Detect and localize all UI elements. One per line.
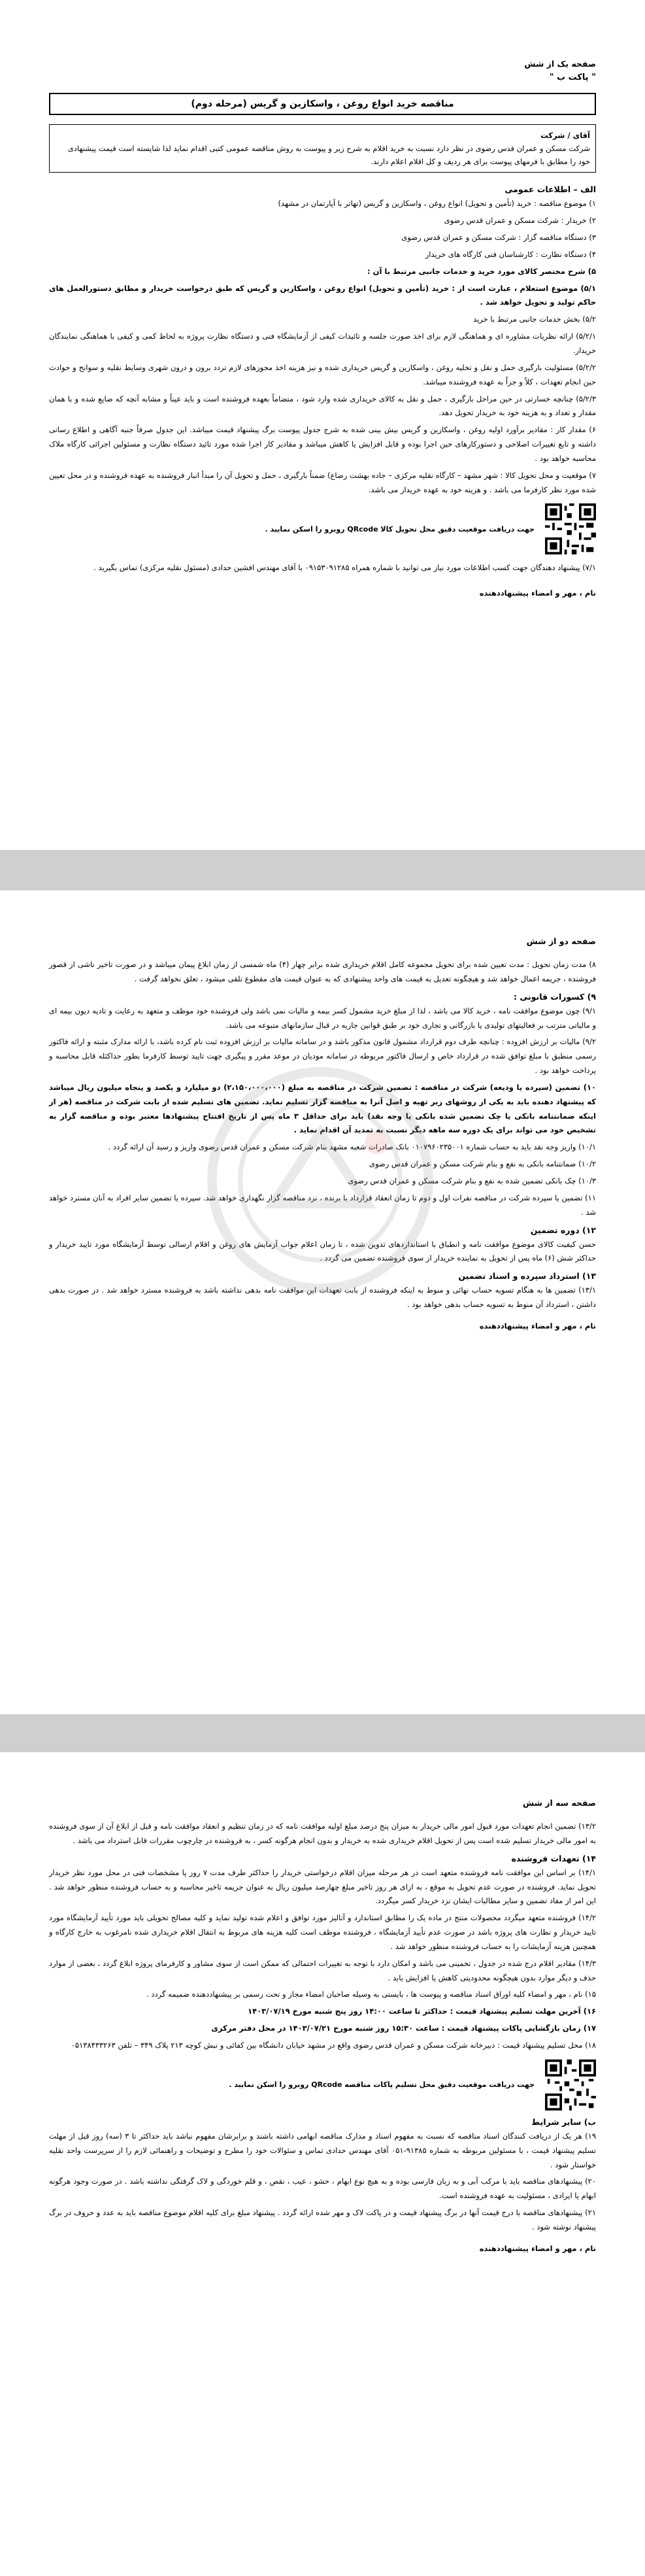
- qr-code-icon[interactable]: [545, 503, 596, 554]
- qr-block: [49, 2059, 596, 2110]
- clause: ۱۴/۳) مقادیر اقلام درج شده در جدول ، تخمینی می باشد و امکان دارد با توجه به تغییرات احتمالی که ممکن است از سوی مشاور و کارفرمای پروژه ابلاغ گردد ، بعضی از موارد حذف و دیگر موارد بدون هیچگونه محدودیتی کاهش یا افزایش یابد .: [49, 1958, 596, 1982]
- section-heading: ب) سایر شرایط: [531, 2116, 596, 2127]
- signature-line: نام ، مهر و امضاء پیشنهاددهنده: [479, 2243, 596, 2253]
- page-title: صفحه یک از شش: [524, 59, 596, 69]
- clause: ۵/۱) موضوع استعلام ، عبارت است از : خرید (تأمین و تحویل) انواع روغن ، واسکازین و گریس که طبق درخواست خریدار و مطابق دستورالعمل های حاکم تولید و تحویل خواهد شد .: [49, 283, 596, 307]
- signature-line: نام ، مهر و امضاء پیشنهاددهنده: [479, 1321, 596, 1330]
- clause: ۱۷) زمان بازگشایی پاکات پیشنهاد قیمت : ساعت ۱۵:۳۰ روز شنبه مورخ ۱۴۰۳/۰۷/۲۱ در محل دفتر مرکزی: [211, 2024, 596, 2033]
- qr-code-icon[interactable]: [545, 2059, 596, 2110]
- intro-label: آقای / شرکت: [540, 131, 590, 140]
- section-heading: ۱۲) دوره تضمین: [530, 1225, 596, 1235]
- clause: ۱۰/۱) واریز وجه نقد باید به حساب شماره ۰۱۰۷۹۶۰۲۳۵۰۰۱ بانک صادرات شعبه مشهد بنام شرکت مسکن و عمران قدس رضوی واریز و رسید آن ارائه گردد .: [108, 1142, 596, 1152]
- clause: ۴) دستگاه نظارت : کارشناسان فنی کارگاه های خریدار: [425, 249, 596, 259]
- intro-text: شرکت مسکن و عمران قدس رضوی در نظر دارد نسبت به خرید اقلام به شرح زیر و پیوست به روش مناقصه عمومی کتبی اقدام نماید لذا شایسته است قیمت پیشنهادی خود را مطابق با فرمهای پیوست برای هر ردیف و کل اقلام اعلام دارند.: [67, 144, 590, 167]
- clause: ۱۴/۱) بر اساس این موافقت نامه فروشنده متعهد است در هر مرحله میزان اقلام درخواستی خریدار را حداکثر طرف مدت ۷ روز پا مشخصات فنی در محل مورد نظر خریدار تحویل نماید. فروشنده در صورت عدم تحویل به موقع ، به ازای هر روز تاخیر مبلغ چهارصد میلیون ریال به عنوان جریمه تاخیر محاسبه و به حساب فروشنده منظور خواهد شد . این امر از مفاد تضمین و سایر مطالبات ایشان نزد خریدار کسر میگردد.: [49, 1867, 596, 1906]
- clause: ۳) دستگاه مناقصه گزار : شرکت مسکن و عمران قدس رضوی: [401, 233, 596, 243]
- section-heading: الف – اطلاعات عمومی: [504, 184, 596, 195]
- section-heading: ۹) کسورات قانونی :: [513, 991, 596, 1002]
- watermark-logo-icon: [203, 1062, 438, 1298]
- clause: ۹/۲) مالیات بر ارزش افزوده : چنانچه طرف دوم قرارداد مشمول قانون مذکور باشد و در سامانه مالیات بر ارزش افزوده ثبت نام کرده باشد، با ارائه مدارک مثبته و ارائه فاکتور رسمی منطبق با مبلغ توافق شده در قرارداد خاص و ارسال فاکتور مربوطه در سامانه مودیان در موعد مقرر و پیگیری جهت تایید توسط کارفرما بطور حداکثله قابل محاسبه و پرداخت خواهد بود .: [49, 1037, 596, 1076]
- clause: حسن کیفیت کالای موضوع موافقت نامه و انطباق با استانداردهای تدوین شده ، تا زمان اعلام جواب آزمایش های روغن و اقلام ارسالی توسط آزمایشگاه مورد تایید خریدار و حداکثر شش (۶) ماه پس از تحویل به نماینده خریدار از سوی فروشنده تضمین می گردد .: [49, 1239, 596, 1263]
- clause: ۵/۲/۲) مسئولیت بارگیری حمل و نقل و تخلیه روغن ، واسکازین و گریس خریداری شده و نیز هزینه اخذ مجوزهای لازم تردد برون و درون شهری وسایط نقلیه و سوانح و حوادث حین انجام تعهدات ، کلاً و جزاً به عهده فروشنده میباشد.: [49, 362, 596, 386]
- clause: ۵/۲) بخش خدمات جانبی مرتبط با خرید: [473, 314, 596, 324]
- clause: ۲۱) پیشنهادهای مناقصه با درج قیمت آنها در برگ پیشنهاد قیمت و در پاکت لاک و مهر شده ارائه گردد . پیشنهاد مبلغ برای کلیه اقلام موضوع مناقصه باید به عدد و حروف در برگ پیشنهاد نوشته شود .: [49, 2208, 596, 2231]
- clause: ۹/۱) چون موضوع موافقت نامه ، خرید کالا می باشد ، لذا از مبلغ خرید مشمول کسر بیمه و مالیات نمی باشد ولی فروشنده خود موظف و متعهد به رعایت و تادیه دیون بیمه ای و مالیاتی مترتب بر فعالیتهای تولیدی یا بازرگانی و تجاری خود بر طبق قوانین جاریه در قبال سازمانهای متبوعه می باشد.: [49, 1006, 596, 1030]
- clause: ۵/۲/۱) ارائه نظریات مشاوره ای و هماهنگی لازم برای اخذ صورت جلسه و تائیدات کیفی از آزمایشگاه فنی و دستگاه نظارت پروژه به لحاظ کمی و کیفی با هماهنگی نمایندگان خریدار.: [49, 331, 596, 355]
- section-heading: ۱۳) استرداد سپرده و اسناد تضمین: [458, 1271, 596, 1281]
- clause: ۷/۱) پیشنهاد دهندگان جهت کسب اطلاعات مورد نیاز می توانید با شماره همراه ۰۹۱۵۳۰۹۱۲۸۵ با آقای مهندس افشین حدادی (مسئول نقلیه مرکزی) تماس بگیرید .: [93, 563, 596, 573]
- page-title: صفحه سه از شش: [522, 1798, 596, 1808]
- clause: ۱۳/۱) تضمین ها به هنگام تسویه حساب نهائی و منوط به اینکه فروشنده از بابت تعهدات این موافقت نامه بدهی نداشته باشد به فروشنده مسترد خواهد شد . در صورت بدهی داشتن ، استرداد آن منوط به تسویه حساب بدهی خواهد بود .: [49, 1285, 596, 1310]
- signature-line: نام ، مهر و امضاء پیشنهاددهنده: [479, 588, 596, 598]
- qr-block: [49, 503, 596, 554]
- package-label: " پاکت ب ": [549, 73, 596, 82]
- tender-title: مناقصه خرید انواع روغن ، واسکازین و گریس (مرحله دوم): [49, 93, 596, 115]
- page-separator: [0, 1714, 645, 1752]
- document-page-1: [0, 0, 645, 850]
- clause: ۱۸) محل تسلیم پیشنهاد قیمت : دبیرخانه شرکت مسکن و عمران قدس رضوی واقع در مشهد خیابان دانشگاه بین کفائی و نبش کوچه ۲۱۳ پلاک ۳۴۹ – تلفن ۰۵۱۳۸۴۳۳۲۶۳: [71, 2040, 596, 2050]
- clause: ۱) موضوع مناقصه : خرید (تأمین و تحویل) انواع روغن ، واسکازین و گریس (تهاتر با آپارتمان در مشهد): [278, 199, 596, 209]
- clause: ۷) موقعیت و محل تحویل کالا : شهر مشهد – کارگاه نقلیه مرکزی – جاده بهشت رضاع) ضمناً بارگیری ، حمل و تحویل آن را مبدأ انبار فروشنده به عهده فروشنده و در محل تعیین شده مورد نظر کارفرما می باشد . و هزینه خود به عهده خریدار می باشد.: [49, 470, 596, 494]
- qr-note: جهت دریافت موقعیت دقیق محل تسلیم پاکات مناقصه QRcode روبرو را اسکن نمایید .: [229, 2080, 535, 2090]
- clause: ۸) مدت زمان تحویل : مدت تعیین شده برای تحویل مجموعه کامل اقلام خریداری شده برابر چهار (۴) ماه شمسی از زمان ابلاغ پیمان میباشد و در صورت تاخیر ناشی از قصور فروشنده ، جریمه اعمال خواهد شد و هیچگونه تعدیل به قیمت های واحد پیشنهادی که به عنوان قیمت های مقطوع تلقی میشود ، تعلق نخواهد گرفت .: [49, 960, 596, 983]
- document-page-3: [0, 1752, 645, 2576]
- clause: ۱۴/۲) فروشنده متعهد میگردد محصولات منتج در ماده یک را مطابق استاندارد و آنالیز مورد توافق و اعلام شده تولید نماید و کلیه مصالح تحویلی باید مورد تأیید آزمایشگاه مورد تایید خریدار و نظارت های پروژه باشد در صورت عدم تأیید آزمایشگاه ، فروشنده موظف است کلیه هزینه های مربوط به انتقال اقلام خریداری شده نامرغوب به خارج کارگاه و همچنین هزینه آزمایشات را به حساب فروشنده منظور خواهد شد .: [49, 1913, 596, 1951]
- clause: ۲) خریدار : شرکت مسکن و عمران قدس رضوی: [444, 216, 596, 226]
- page-separator: [0, 850, 645, 890]
- clause: ۲۰) پیشنهادهای مناقصه باید با مرکب آبی و به زبان فارسی بوده و به هیچ نوع ابهام ، حشو ، عیب ، نقص ، و قلم خوردگی و لاک گرفتگی نداشته باشد . در صورت وجود هرگونه ابهام یا ایرادی ، مسئولیت به عهده فروشنده است.: [49, 2177, 596, 2201]
- clause: ۱۶) آخرین مهلت تسلیم پیشنهاد قیمت : حداکثر تا ساعت ۱۴:۰۰ روز پنج شنبه مورخ ۱۴۰۳/۰۷/۱۹: [248, 2007, 596, 2016]
- clause: ۱۰/۳) چک بانکی تضمین شده به نفع و بنام شرکت مسکن و عمران قدس رضوی: [348, 1176, 596, 1185]
- clause: ۱۹) هر یک از دریافت کنندگان اسناد مناقصه که نسبت به مفهوم اسناد و مدارک مناقصه ابهامی داشته باشند و برابرشان مفهوم نباشد باید حداکثر تا ۳ (سه) روز قبل از مهلت تسلیم پیشنهاد قیمت ، با مسئولین مربوطه به شماره ۹۱۳۸۵-۰۵۱ آقای مهندس حدادی تماس و سئوالات خود را مطرح و توضیحات و راهنمائی لازم را از سرپرست واحد نقلیه خواستار شود .: [49, 2131, 596, 2169]
- clause: ۱۳/۲) تضمین انجام تعهدات مورد قبول امور مالی خریدار به میزان پنج درصد مبلغ اولیه موافقت نامه که در زمان تنظیم و انعقاد موافقت نامه و قبل از ابلاغ آن از سوی فروشنده به امور مالی خریدار تسلیم شده است پس از تحویل اقلام خریداری شده به خریدار و بدون انجام هرگونه کسر ، به فروشنده در چارچوب مقررات قابل استرداد می باشد .: [49, 1822, 596, 1845]
- clause: ۵) شرح مختصر کالای مورد خرید و خدمات جانبی مرتبط با آن :: [367, 266, 596, 276]
- document-page-2: [0, 890, 645, 1714]
- clause: ۶) مقدار کار : مقادیر برآورد اولیه روغن ، واسکازین و گریس بیش بینی شده به شرح جدول پیوست برگ پیشنهاد قیمت میباشد. این جدول صرفاً جنبه آگاهی و اطلاع رسانی داشته و تابع تغییرات اصلاحی و دستورکارهای حین اجرا بوده و قابل افزایش یا کاهش میباشد و مقادیر کار اجرا شده مورد تائید دستگاه نظارت و مسئولین اجرائی کارگاه ملاک محاسبه خواهد بود .: [49, 425, 596, 463]
- clause: ۱۰/۲) ضمانتنامه بانکی به نفع و بنام شرکت مسکن و عمران قدس رضوی: [369, 1159, 596, 1169]
- clause: ۱۵) نام ، مهر و امضاء کلیه اوراق اسناد مناقصه و پیوست ها ، بایستی به وسیله صاحبان امضاء مجاز و تحت رسمی بر پیشنهاددهنده ضمیمه گردد .: [146, 1990, 596, 1999]
- clause: ۱۱) تضمین یا سپرده شرکت در مناقصه نفرات اول و دوم تا زمان انعقاد قرارداد با برنده ، نزد مناقصه گزار نگهداری خواهد شد. سپرده یا تضمین سایر افراد به آنان مسترد خواهد شد .: [49, 1193, 596, 1217]
- intro-box: [49, 124, 596, 173]
- clause: ۵/۲/۳) چنانچه خسارتی در حین مراحل بارگیری ، حمل و نقل به کالای خریداری شده وارد شود ، متضاماً بعهده فروشنده است و باید عیناً و مشابه آنچه که ضایع شده و با همان مقدار و تعداد و به هزینه خود به خریدار تحویل دهد.: [49, 394, 596, 418]
- qr-note: جهت دریافت موقعیت دقیق محل تحویل کالا QRcode روبرو را اسکن نمایید .: [265, 524, 535, 534]
- clause: ۱۰) تضمین (سپرده یا ودیعه) شرکت در مناقصه : تضمین شرکت در مناقصه به مبلغ (۲،۱۵۰،۰۰۰،۰۰۰) دو میلیارد و یکصد و پنجاه میلیون ریال میباشد که پیشنهاد دهنده باید به یکی از روشهای زیر تهیه و اصل آنرا به مناقصه گزار تسلیم نماید. تضمین های تسلیم شده از بابت شرکت در مناقصه (هر از اینکه ضمانتنامه بانکی یا چک تضمین شده بانکی یا وجه نقد) باید برای حداقل ۳ ماه پس از تاریخ افتتاح پیشنهادها معتبر بوده و مناقصه گزار به تشخیص خود می تواند برای یک دوره سه ماهه دیگر نسبت به تمدید آن اقدام نماید .: [49, 1082, 596, 1135]
- section-heading: ۱۴) تعهدات فروشنده: [511, 1853, 596, 1863]
- page-title: صفحه دو از شش: [526, 936, 596, 946]
